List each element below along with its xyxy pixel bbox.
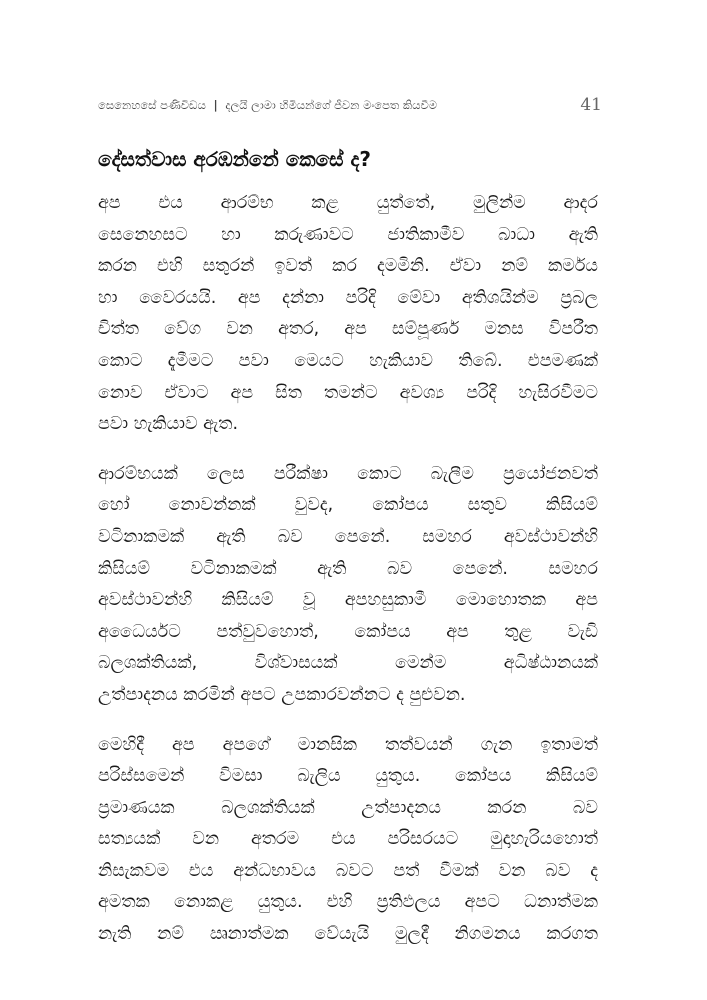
header-separator: | — [213, 98, 218, 112]
text-line: නිසැකවම එය අන්ධභාවය බවට පත් වීමක් වන බව ද — [98, 860, 598, 881]
text-line: අධෛර්යට පත්වුවහොත්, කෝපය අප තුළ වැඩි — [98, 621, 598, 642]
paragraph-3 — [98, 730, 598, 951]
text-line: උත්පාදනය කරමින් අපට උපකාරවන්නට ද පුළුවන. — [98, 684, 466, 705]
header-book-title: සෙනෙහසේ පණිවිඩය — [98, 98, 206, 112]
text-line: චිත්ත වේග වන අතර, අප සම්පූර්ණ මනස විපරීත — [98, 319, 598, 340]
text-line: සෙනෙහසට හා කරුණාවට ජාතිකාමීව බාධා ඇති — [98, 224, 598, 245]
page-number: 41 — [580, 95, 602, 115]
section-heading: දේසත්වාස අරඹන්නේ කෙසේ ද? — [98, 147, 372, 171]
running-header — [98, 98, 604, 118]
text-line: නොව ඒවාට අප සිත තමන්ට අවශ්‍ය පරිදි හැසිරවීමට — [98, 382, 598, 403]
text-line: කිසියම් වටිනාකමක් ඇති බව පෙනේ. සමහර — [98, 558, 598, 579]
text-line: හෝ නොවන්නක් වුවද, කෝපය සතුව කිසියම් — [98, 495, 598, 516]
text-line: පවා හැකියාව ඇත. — [98, 414, 239, 435]
text-line: මෙහිදී අප අපගේ මානසික තත්වයන් ගැන ඉතාමත් — [98, 734, 598, 755]
text-line: පරිස්සමෙන් විමසා බැලිය යුතුය. කෝපය කිසියම් — [98, 766, 598, 787]
text-line: සත්‍යයක් වන අතරම එය පරිසරයට මුදාහැරියහොත් — [98, 829, 598, 850]
text-line: අප එය ආරම්භ කළ යුත්තේ, මුලින්ම ආදර — [98, 193, 598, 213]
text-line: බලශක්තියක්, විශ්වාසයක් මෙන්ම අධිෂ්ඨානයක් — [98, 653, 598, 674]
header-subtitle: දලයි ලාමා හිමියන්ගේ ජීවන මංපෙත කියවීම — [225, 98, 438, 112]
text-line: කොට දැමීමට පවා මෙයට හැකියාව තිබේ. එපමණක් — [98, 350, 598, 371]
text-line: අවස්ථාවන්හි කිසියම් වූ අපහසුකාමී මොහොතක අප — [98, 590, 598, 611]
text-line: වටිනාකමක් ඇති බව පෙනේ. සමහර අවස්ථාවන්හි — [98, 526, 598, 547]
text-line: නැති නම් ඍනාත්මක වේයැයි මුලදී නිගමනය කරගත — [98, 924, 598, 945]
text-line: ප්‍රමාණයක බලශක්තියක් උත්පාදනය කරන බව — [98, 797, 598, 818]
text-line: අමතක නොකළ යුතුය. එහි ප්‍රතිඵලය අපට ධනාත්මක — [98, 892, 598, 913]
text-line: ආරම්භයක් ලෙස පරීක්ෂා කොට බැලීම ප්‍රයෝජනවත් — [98, 463, 598, 484]
text-line: කරන එහි සතුරන් ඉවත් කර දමමිනි. ඒවා නම් කර්මය — [98, 256, 598, 277]
body-text — [98, 188, 598, 969]
text-line: හා වෛරයයි. අප දන්නා පරිදි මේවා අතිශයින්ම ප්‍රබල — [98, 287, 598, 308]
paragraph-2 — [98, 459, 598, 712]
paragraph-1 — [98, 188, 598, 441]
